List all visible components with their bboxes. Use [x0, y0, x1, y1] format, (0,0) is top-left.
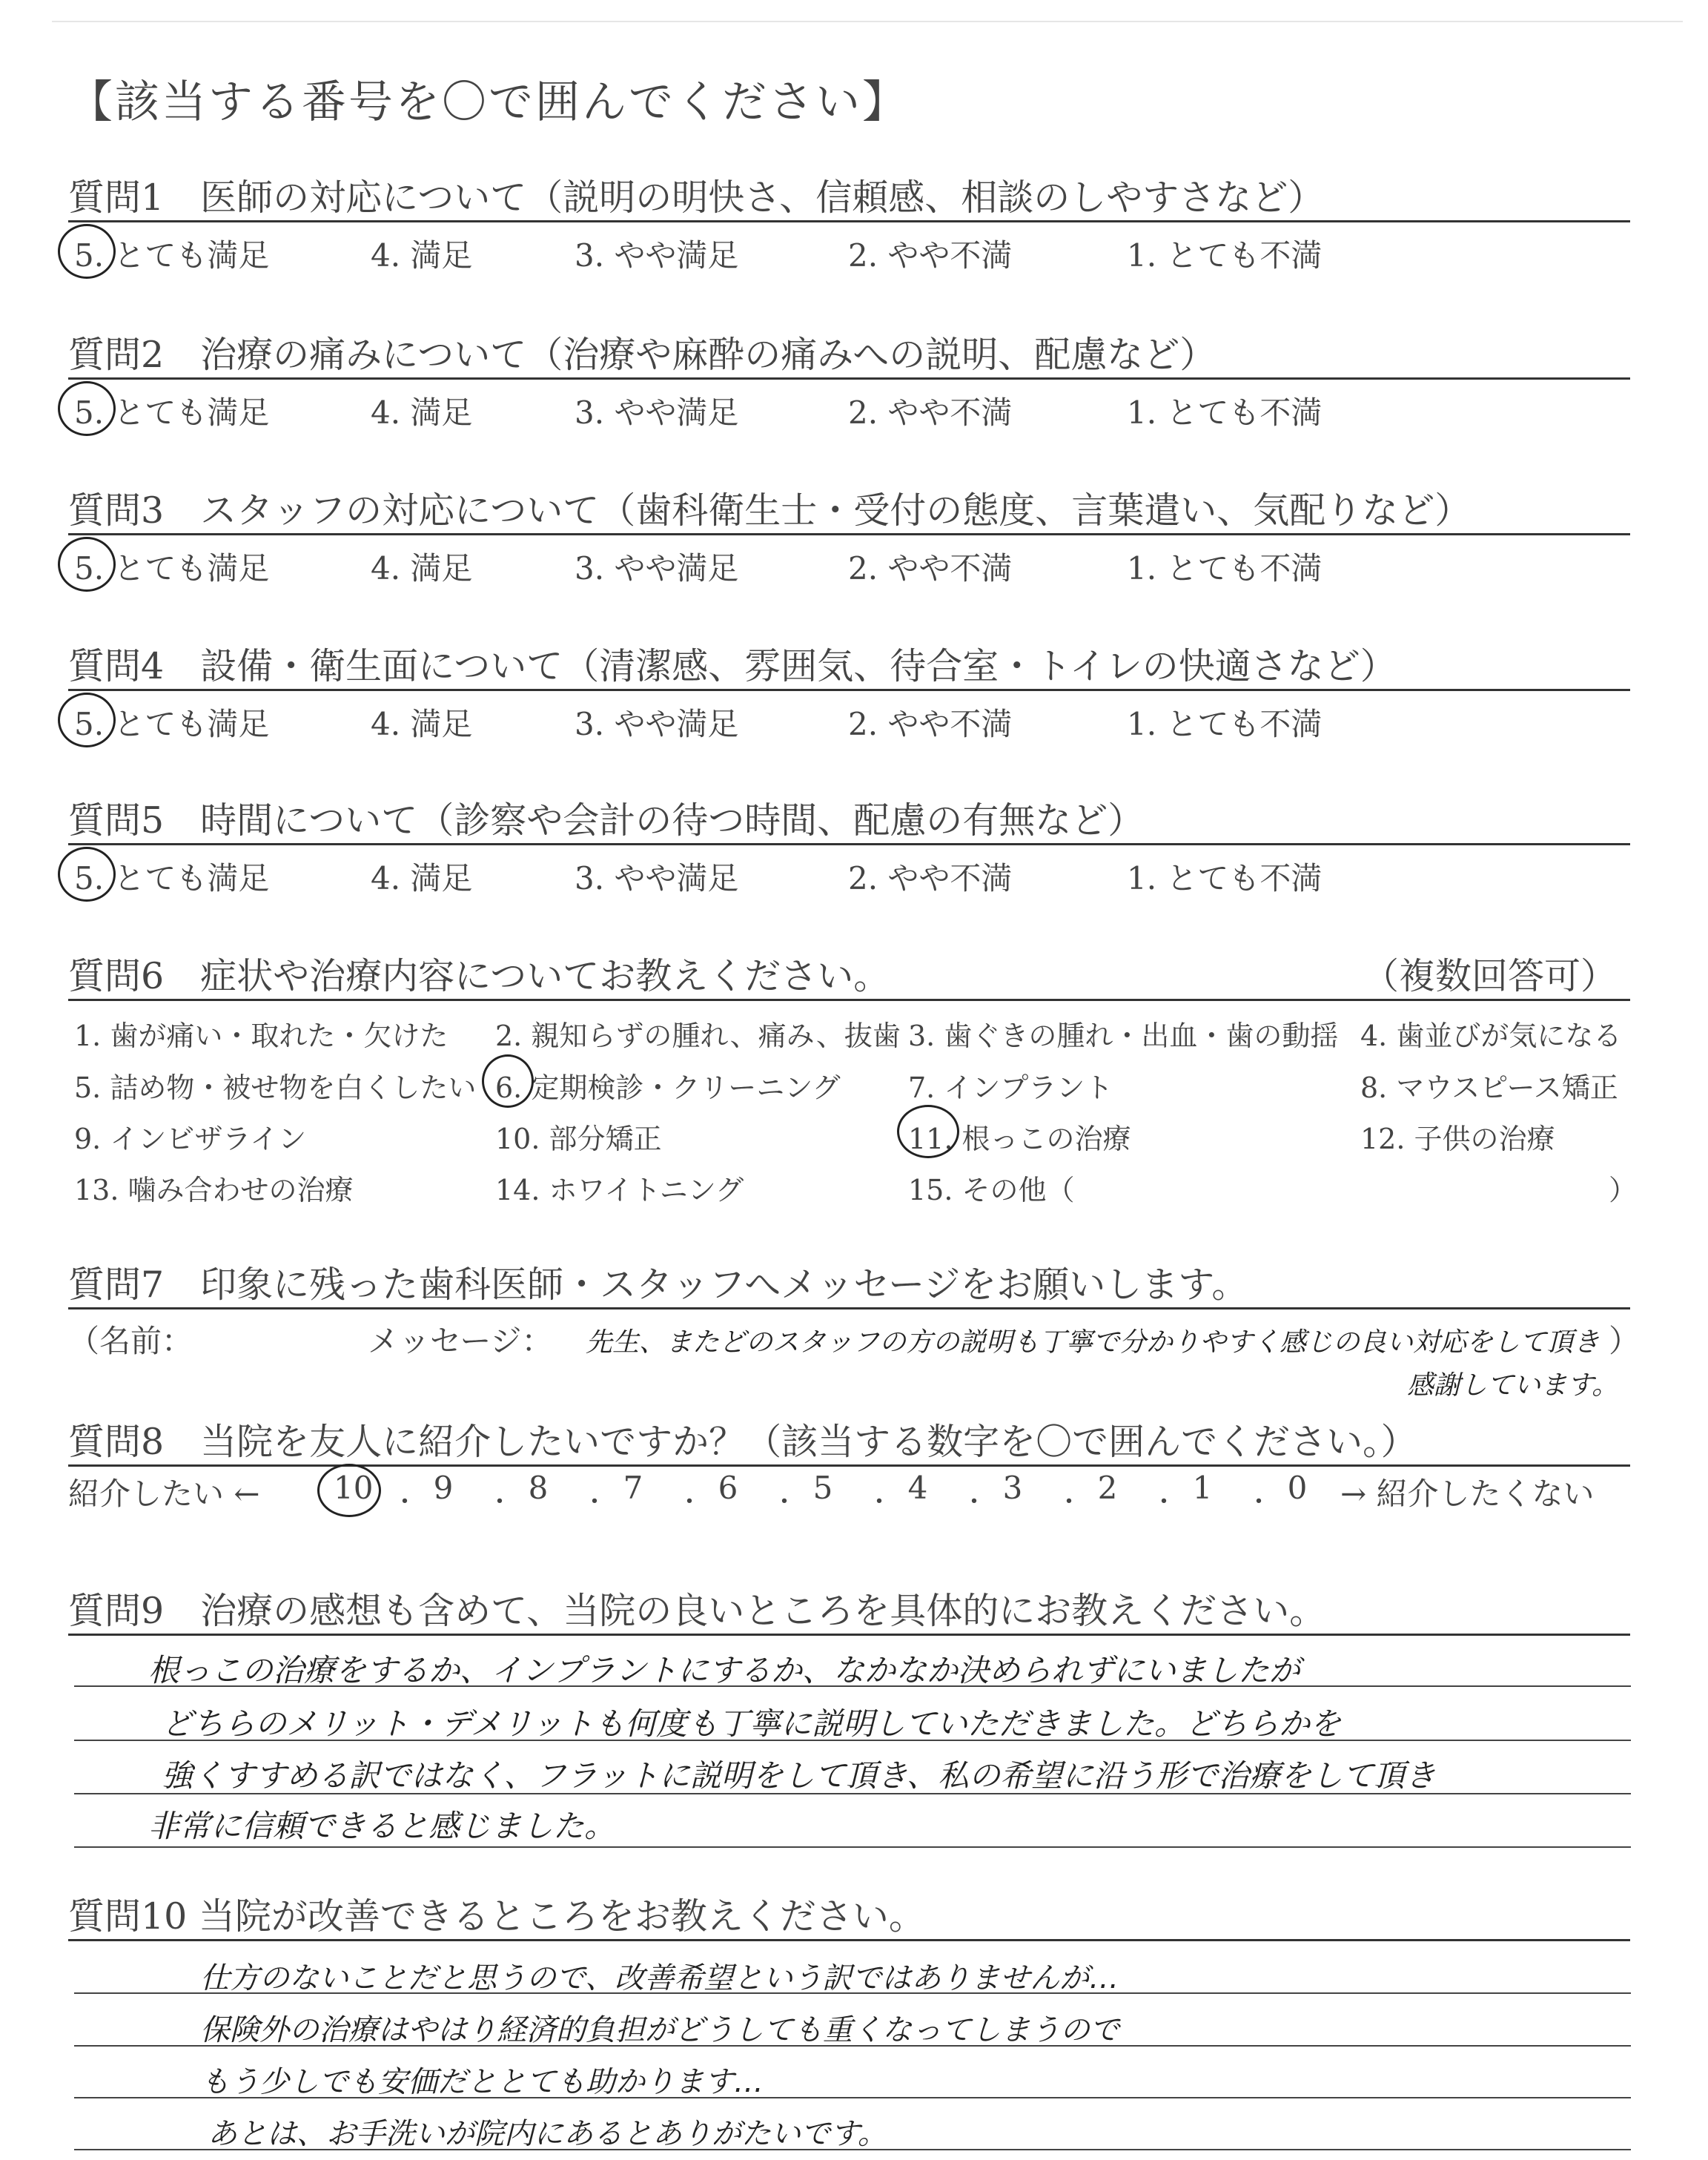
option-1[interactable]: 1. とても不満: [1127, 394, 1323, 431]
scale-separator: ・: [582, 1487, 607, 1517]
option-5[interactable]: 5. とても満足: [74, 394, 270, 431]
scale-separator: ・: [1151, 1487, 1176, 1517]
option-2[interactable]: 2. やや不満: [848, 394, 1013, 431]
answer-line: 根っこの治療をするか、インプラントにするか、なかなか決められずにいましたが: [148, 1652, 1301, 1688]
answer-line: 仕方のないことだと思うので、改善希望という訳ではありませんが…: [200, 1961, 1119, 1995]
name-label: （名前：: [68, 1323, 193, 1359]
scale-1[interactable]: 1: [1192, 1470, 1213, 1506]
selection-circle: [897, 1105, 959, 1158]
q6-item-14[interactable]: 14. ホワイトニング: [495, 1174, 744, 1206]
question-4-rule: [68, 689, 1630, 691]
q6-item-15-close: ）: [1609, 1174, 1638, 1206]
scale-10[interactable]: 10: [334, 1470, 374, 1506]
question-7-label: 質問7 印象に残った歯科医師・スタッフへメッセージをお願いします。: [68, 1264, 1248, 1306]
scale-separator: ・: [677, 1487, 702, 1517]
option-2[interactable]: 2. やや不満: [848, 550, 1013, 587]
option-2[interactable]: 2. やや不満: [848, 237, 1013, 274]
scan-edge: [52, 21, 1683, 22]
selection-circle: [58, 224, 116, 279]
option-3[interactable]: 3. やや満足: [575, 237, 739, 274]
q6-item-13[interactable]: 13. 噛み合わせの治療: [74, 1174, 354, 1206]
message-text-line2: 感謝しています。: [1407, 1370, 1619, 1401]
scale-9[interactable]: 9: [433, 1470, 454, 1506]
question-6-note: （複数回答可）: [1363, 955, 1618, 997]
question-5-label: 質問5 時間について（診察や会計の待つ時間、配慮の有無など）: [68, 799, 1145, 842]
question-5-rule: [68, 843, 1630, 845]
q6-item-11[interactable]: 11. 根っこの治療: [908, 1123, 1131, 1155]
question-3-rule: [68, 533, 1630, 535]
question-2-rule: [68, 377, 1630, 380]
selection-circle: [58, 847, 116, 902]
option-3[interactable]: 3. やや満足: [575, 550, 739, 587]
answer-line: 保険外の治療はやはり経済的負担がどうしても重くなってしまうので: [200, 2013, 1119, 2047]
option-3[interactable]: 3. やや満足: [575, 706, 739, 742]
q6-item-8[interactable]: 8. マウスピース矯正: [1360, 1071, 1618, 1104]
q6-item-3[interactable]: 3. 歯ぐきの腫れ・出血・歯の動揺: [908, 1020, 1339, 1052]
scale-separator: ・: [772, 1487, 797, 1517]
option-4[interactable]: 4. 満足: [371, 394, 473, 431]
question-4-label: 質問4 設備・衛生面について（清潔感、雰囲気、待合室・トイレの快適さなど）: [68, 645, 1397, 687]
q6-item-12[interactable]: 12. 子供の治療: [1360, 1123, 1555, 1155]
question-8-label: 質問8 当院を友人に紹介したいですか？（該当する数字を〇で囲んでください。）: [68, 1421, 1417, 1463]
writing-line: [74, 1846, 1631, 1848]
scale-0[interactable]: 0: [1287, 1470, 1308, 1506]
question-6-rule: [68, 999, 1630, 1001]
option-5[interactable]: 5. とても満足: [74, 860, 270, 896]
answer-line: もう少しでも安価だととても助かります…: [200, 2065, 764, 2099]
writing-line: [74, 2045, 1631, 2047]
question-1-label: 質問1 医師の対応について（説明の明快さ、信頼感、相談のしやすさなど）: [68, 176, 1325, 219]
q6-item-2[interactable]: 2. 親知らずの腫れ、痛み、抜歯: [495, 1020, 901, 1052]
selection-circle: [58, 381, 116, 436]
question-9-label: 質問9 治療の感想も含めて、当院の良いところを具体的にお教えください。: [68, 1590, 1326, 1632]
option-3[interactable]: 3. やや満足: [575, 860, 739, 896]
option-4[interactable]: 4. 満足: [371, 706, 473, 742]
option-4[interactable]: 4. 満足: [371, 237, 473, 274]
q6-item-15[interactable]: 15. その他（: [908, 1174, 1075, 1206]
question-8-rule: [68, 1464, 1630, 1467]
form-title: 【該当する番号を〇で囲んでください】: [68, 76, 909, 128]
scale-separator: ・: [1246, 1487, 1271, 1517]
selection-circle: [482, 1054, 534, 1108]
option-4[interactable]: 4. 満足: [371, 550, 473, 587]
q6-item-5[interactable]: 5. 詰め物・被せ物を白くしたい: [74, 1071, 477, 1104]
option-2[interactable]: 2. やや不満: [848, 860, 1013, 896]
scale-5[interactable]: 5: [812, 1470, 833, 1506]
answer-line: 非常に信頼できると感じました。: [148, 1808, 616, 1844]
writing-line: [74, 1992, 1631, 1994]
option-2[interactable]: 2. やや不満: [848, 706, 1013, 742]
option-5[interactable]: 5. とても満足: [74, 706, 270, 742]
scale-2[interactable]: 2: [1097, 1470, 1118, 1506]
writing-line: [74, 1793, 1631, 1794]
q6-item-9[interactable]: 9. インビザライン: [74, 1123, 307, 1155]
q6-item-6[interactable]: 6. 定期検診・クリーニング: [495, 1071, 841, 1104]
selection-circle: [58, 537, 116, 592]
scale-8[interactable]: 8: [528, 1470, 549, 1506]
question-1-rule: [68, 220, 1630, 222]
writing-line: [74, 2097, 1631, 2098]
q6-item-7[interactable]: 7. インプラント: [908, 1071, 1113, 1104]
answer-line: どちらのメリット・デメリットも何度も丁寧に説明していただきました。どちらかを: [162, 1705, 1341, 1742]
scale-separator: ・: [392, 1487, 417, 1517]
scale-separator: ・: [867, 1487, 892, 1517]
option-4[interactable]: 4. 満足: [371, 860, 473, 896]
message-label: メッセージ：: [368, 1323, 553, 1359]
scale-3[interactable]: 3: [1002, 1470, 1023, 1506]
answer-line: 強くすすめる訳ではなく、フラットに説明をして頂き、私の希望に沿う形で治療をして頂き: [162, 1757, 1437, 1794]
question-2-label: 質問2 治療の痛みについて（治療や麻酔の痛みへの説明、配慮など）: [68, 334, 1217, 376]
question-10-rule: [68, 1939, 1630, 1941]
question-3-label: 質問3 スタッフの対応について（歯科衛生士・受付の態度、言葉遣い、気配りなど）: [68, 489, 1472, 532]
option-1[interactable]: 1. とても不満: [1127, 860, 1323, 896]
answer-line: あとは、お手洗いが院内にあるとありがたいです。: [208, 2117, 887, 2151]
question-9-rule: [68, 1634, 1630, 1636]
scale-separator: ・: [961, 1487, 987, 1517]
question-10-label: 質問10 当院が改善できるところをお教えください。: [68, 1895, 925, 1938]
scale-7[interactable]: 7: [623, 1470, 643, 1506]
writing-line: [74, 2149, 1631, 2150]
option-5[interactable]: 5. とても満足: [74, 550, 270, 587]
scale-separator: ・: [1056, 1487, 1082, 1517]
option-1[interactable]: 1. とても不満: [1127, 706, 1323, 742]
selection-circle: [58, 693, 116, 747]
option-1[interactable]: 1. とても不満: [1127, 237, 1323, 274]
q6-item-10[interactable]: 10. 部分矯正: [495, 1123, 662, 1155]
message-text-line1: 先生、またどのスタッフの方の説明も丁寧で分かりやすく感じの良い対応をして頂き: [586, 1327, 1601, 1358]
scale-right-label: → 紹介したくない: [1340, 1476, 1595, 1512]
scale-separator: ・: [487, 1487, 512, 1517]
question-7-rule: [68, 1307, 1630, 1309]
scale-left-label: 紹介したい ←: [68, 1476, 260, 1512]
message-close: ）: [1609, 1323, 1641, 1359]
option-5[interactable]: 5. とても満足: [74, 237, 270, 274]
scale-6[interactable]: 6: [718, 1470, 738, 1506]
writing-line: [74, 1740, 1631, 1741]
option-3[interactable]: 3. やや満足: [575, 394, 739, 431]
q6-item-1[interactable]: 1. 歯が痛い・取れた・欠けた: [74, 1020, 448, 1052]
q6-item-4[interactable]: 4. 歯並びが気になる: [1360, 1020, 1622, 1052]
question-6-label: 質問6 症状や治療内容についてお教えください。: [68, 955, 890, 997]
scale-4[interactable]: 4: [907, 1470, 928, 1506]
selection-circle: [317, 1464, 381, 1517]
option-1[interactable]: 1. とても不満: [1127, 550, 1323, 587]
writing-line: [74, 1685, 1631, 1687]
